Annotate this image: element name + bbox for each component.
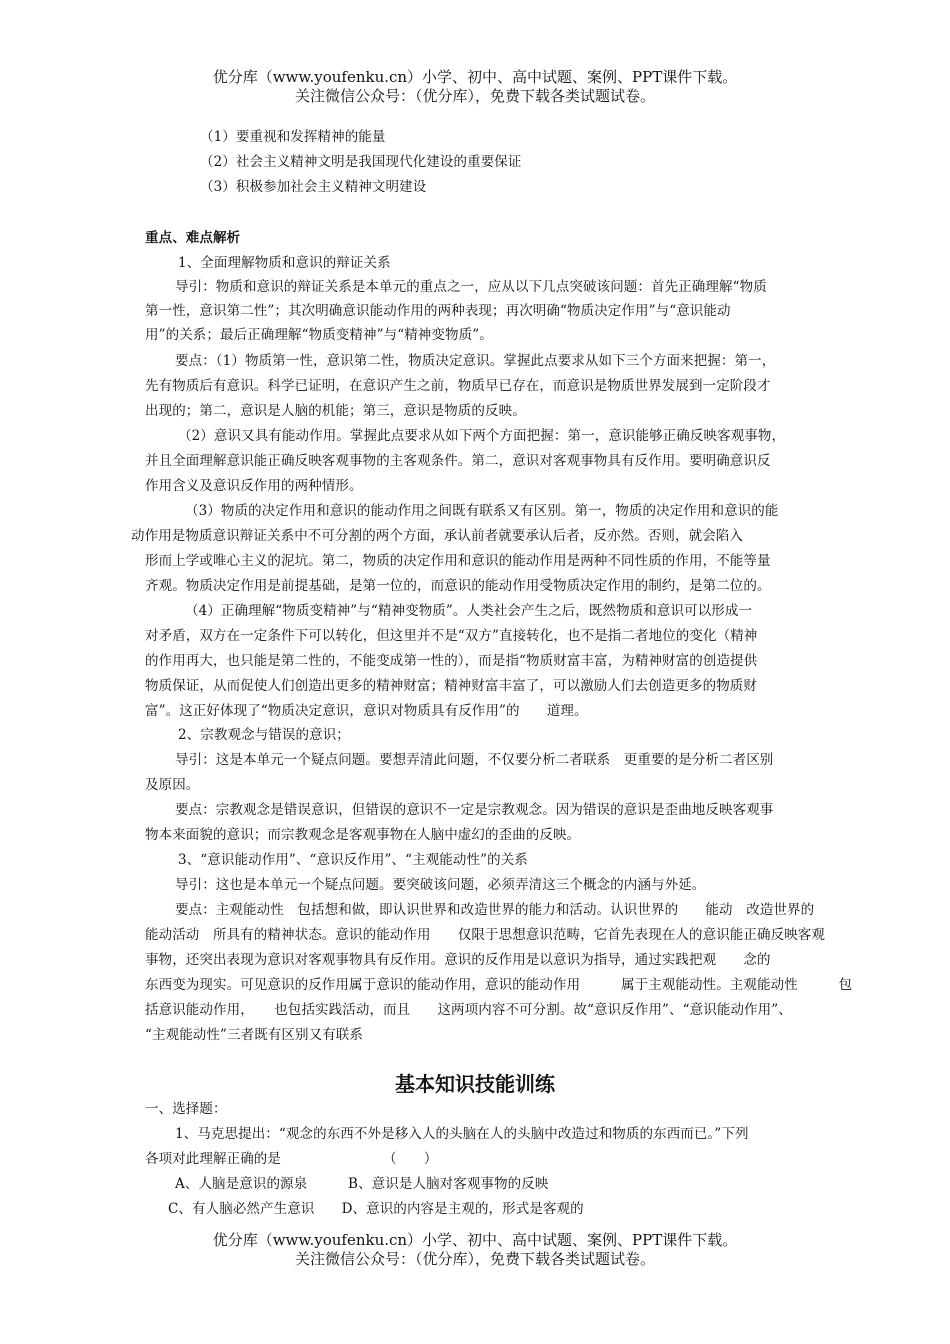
paragraph-line: （2）意识又具有能动作用。掌握此点要求从如下两个方面把握：第一，意识能够正确反映客观事物， — [178, 428, 786, 444]
paragraph-line: 要点：主观能动性 包括想和做，即认识世界和改造世界的能力和活动。认识世界的 能动 改造世界的 — [175, 902, 815, 918]
section-title: 3、“意识能动作用”、“意识反作用”、“主观能动性”的关系 — [178, 852, 528, 868]
page-header — [0, 68, 950, 106]
paragraph-line: 事物，还突出表现为意识对客观事物具有反作用。意识的反作用是以意识为指导，通过实践把观 念的 — [145, 952, 771, 968]
header-line-2: 关注微信公众号：（优分库），免费下载各类试题试卷。 — [294, 87, 655, 105]
paragraph-line: “主观能动性”三者既有区别又有联系 — [145, 1027, 364, 1043]
paragraph-line: 能动活动 所具有的精神状态。意识的能动作用 仅限于思想意识范畴，它首先表现在人的意识能正确反映客观 — [145, 927, 825, 943]
paragraph-line: 并且全面理解意识能正确反映客观事物的主客观条件。第二，意识对客观事物具有反作用。要明确意识反 — [145, 453, 771, 469]
paragraph-line: 导引：这是本单元一个疑点问题。要想弄清此问题，不仅要分析二者联系 更重要的是分析二者区别 — [175, 752, 774, 768]
paragraph-line: 齐观。物质决定作用是前提基础，是第一位的，而意识的能动作用受物质决定作用的制约，是第二位的。 — [145, 578, 771, 594]
paragraph-line: 要点：（1）物质第一性，意识第二性，物质决定意识。掌握此点要求从如下三个方面来把握：第一， — [175, 353, 776, 369]
paragraph-line: 及原因。 — [145, 777, 200, 793]
paragraph-line: 对矛盾，双方在一定条件下可以转化，但这里并不是“双方”直接转化，也不是指二者地位的变化（精神 — [145, 628, 758, 644]
paragraph-line: 要点：宗教观念是错误意识，但错误的意识不一定是宗教观念。因为错误的意识是歪曲地反映客观事 — [175, 802, 774, 818]
paragraph-line: 物本来面貌的意识；而宗教观念是客观事物在人脑中虚幻的歪曲的反映。 — [145, 827, 581, 843]
paragraph-line: 第一性，意识第二性”；其次明确意识能动作用的两种表现；再次明确“物质决定作用”与“意识能动 — [145, 303, 731, 319]
paragraph-line: 导引：物质和意识的辩证关系是本单元的重点之一，应从以下几点突破该问题：首先正确理解“物质 — [175, 279, 767, 295]
footer-line-2: 关注微信公众号：（优分库），免费下载各类试题试卷。 — [294, 1250, 655, 1268]
section-title: 2、宗教观念与错误的意识； — [178, 727, 350, 743]
exercise-label: 一、选择题： — [145, 1101, 227, 1117]
page-footer — [0, 1231, 950, 1269]
paragraph-line: 作用含义及意识反作用的两种情形。 — [145, 478, 363, 494]
paragraph-line: 富”。这正好体现了“物质决定意识，意识对物质具有反作用”的 道理。 — [145, 703, 588, 719]
paragraph-line: 导引：这也是本单元一个疑点问题。要突破该问题，必须弄清这三个概念的内涵与外延。 — [175, 877, 706, 893]
intro-item: （3）积极参加社会主义精神文明建设 — [200, 179, 427, 195]
paragraph-line: （3）物质的决定作用和意识的能动作用之间既有联系又有区别。第一，物质的决定作用和意识的能 — [185, 503, 779, 519]
paragraph-line: 形而上学或唯心主义的泥坑。第二，物质的决定作用和意识的能动作用是两种不同性质的作用，不能等量 — [145, 553, 771, 569]
analysis-heading: 重点、难点解析 — [145, 230, 241, 246]
paragraph-line: 东西变为现实。可见意识的反作用属于意识的能动作用，意识的能动作用 属于主观能动性。主观能动性 包 — [145, 977, 853, 993]
paragraph-line: 的作用再大，也只能是第二性的，不能变成第一性的），而是指“物质财富丰富，为精神财富的创造提供 — [145, 653, 758, 669]
paragraph-line: 出现的；第二，意识是人脑的机能；第三，意识是物质的反映。 — [145, 403, 526, 419]
paragraph-line: 用”的关系；最后正确理解“物质变精神”与“精神变物质”。 — [145, 327, 493, 343]
intro-item: （1）要重视和发挥精神的能量 — [200, 129, 386, 145]
section-title: 1、全面理解物质和意识的辩证关系 — [178, 255, 391, 271]
paragraph-line: 先有物质后有意识。科学已证明，在意识产生之前，物质早已存在，而意识是物质世界发展到一定阶段才 — [145, 378, 771, 394]
paragraph-line: 物质保证，从而促使人们创造出更多的精神财富；精神财富丰富了，可以激励人们去创造更多的物质财 — [145, 678, 757, 694]
intro-item: （2）社会主义精神文明是我国现代化建设的重要保证 — [200, 154, 522, 170]
footer-line-1: 优分库（www.youfenku.cn）小学、初中、高中试题、案例、PPT课件下载。 — [212, 1231, 738, 1249]
question-line: 1、马克思提出：“观念的东西不外是移入人的头脑在人的头脑中改造过和物质的东西而已。”下列 — [175, 1126, 749, 1142]
paragraph-line: 动作用是物质意识辩证关系中不可分割的两个方面，承认前者就要承认后者，反亦然。否则，就会陷入 — [131, 528, 743, 544]
paragraph-line: 括意识能动作用， 也包括实践活动，而且 这两项内容不可分割。故“意识反作用”、“意识能动作用”、 — [145, 1002, 792, 1018]
header-line-1: 优分库（www.youfenku.cn）小学、初中、高中试题、案例、PPT课件下载。 — [212, 68, 738, 86]
paragraph-line: （4）正确理解“物质变精神”与“精神变物质”。人类社会产生之后，既然物质和意识可以形成一 — [185, 603, 753, 619]
question-option: C、有人脑必然产生意识 D、意识的内容是主观的，形式是客观的 — [168, 1201, 584, 1217]
question-option: A、人脑是意识的源泉 B、意识是人脑对客观事物的反映 — [175, 1176, 549, 1192]
question-line: 各项对此理解正确的是 （ ） — [145, 1151, 438, 1167]
section-heading: 基本知识技能训练 — [395, 1072, 555, 1096]
